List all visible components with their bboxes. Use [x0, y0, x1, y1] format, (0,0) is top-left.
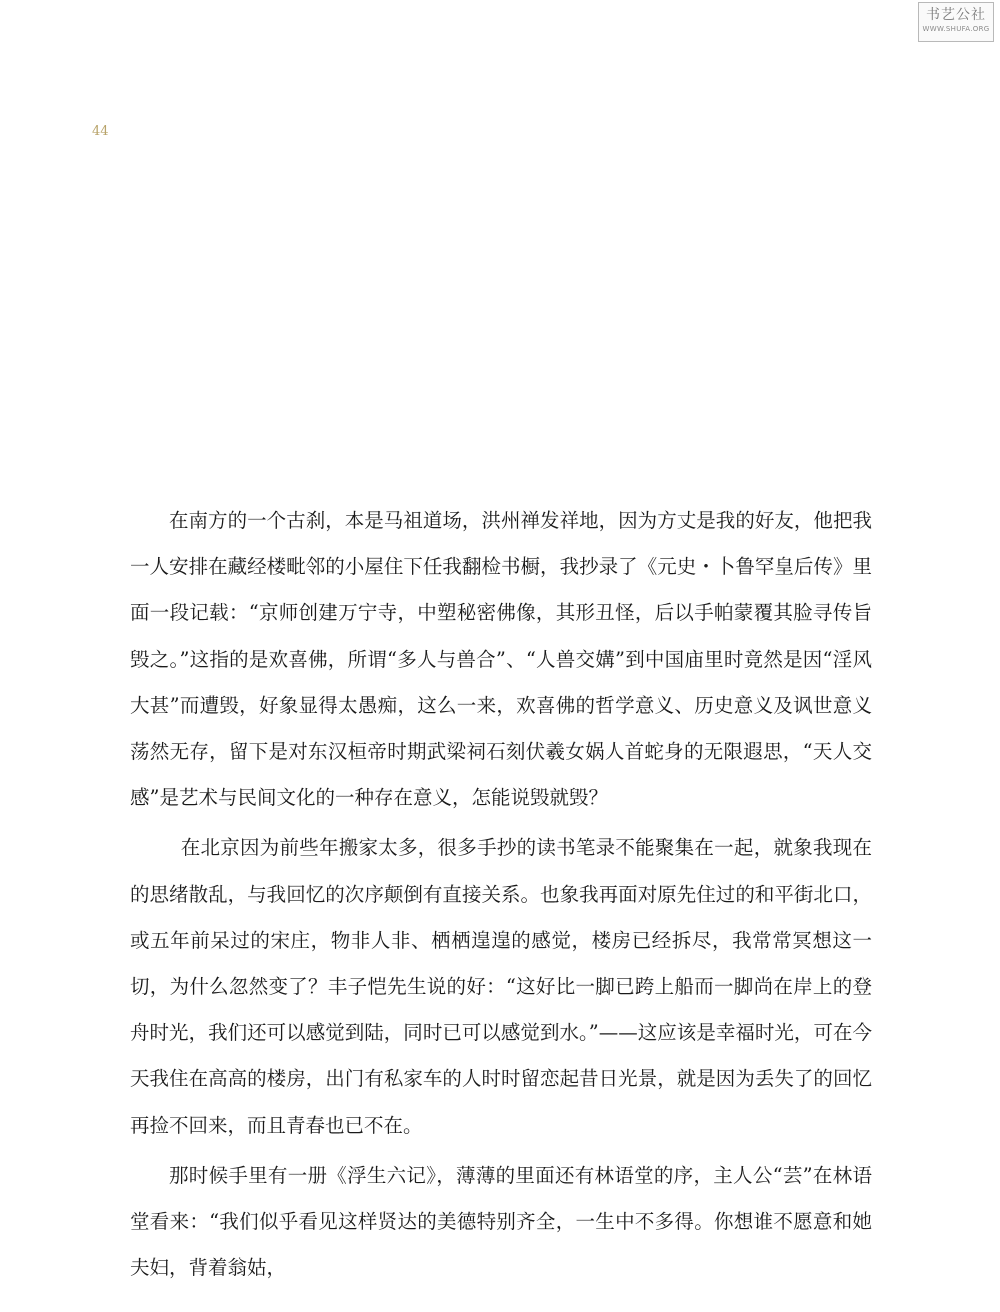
paragraph-2: 在北京因为前些年搬家太多，很多手抄的读书笔录不能聚集在一起，就象我现在的思绪散乱，与我回忆的次序颠倒有直接关系。也象我再面对原先住过的和平街北口，或五年前呆过的宋庄，物非人非、栖栖遑遑的感觉，楼房已经拆尽，我常常冥想这一切，为什么忽然变了？丰子恺先生说的好：“这好比一脚已跨上船而一脚尚在岸上的登舟时光，我们还可以感觉到陆，同时已可以感觉到水。”——这应该是幸福时光，可在今天我住在高高的楼房，出门有私家车的人时时留恋起昔日光景，就是因为丢失了的回忆再捡不回来，而且青春也已不在。	[130, 836, 872, 1137]
watermark-logo: 书艺公社	[926, 7, 986, 23]
site-watermark	[918, 2, 994, 42]
page-number: 44	[92, 124, 109, 139]
paragraph-3: 那时候手里有一册《浮生六记》，薄薄的里面还有林语堂的序，主人公“芸”在林语堂看来：“我们似乎看见这样贤达的美德特别齐全，一生中不多得。你想谁不愿意和她夫妇，背着翁姑，	[130, 1163, 872, 1280]
watermark-url: WWW.SHUFA.ORG	[922, 25, 990, 33]
body-text	[130, 498, 872, 1291]
paragraph-1: 在南方的一个古刹，本是马祖道场，洪州禅发祥地，因为方丈是我的好友，他把我一人安排在藏经楼毗邻的小屋住下任我翻检书橱，我抄录了《元史・卜鲁罕皇后传》里面一段记载：“京师创建万宁寺，中塑秘密佛像，其形丑怪，后以手帕蒙覆其脸寻传旨毁之。”这指的是欢喜佛，所谓“多人与兽合”、“人兽交媾”到中国庙里时竟然是因“淫风大甚”而遭毁，好象显得太愚痴，这么一来，欢喜佛的哲学意义、历史意义及讽世意义荡然无存，留下是对东汉桓帝时期武梁祠石刻伏羲女娲人首蛇身的无限遐思，“天人交感”是艺术与民间文化的一种存在意义，怎能说毁就毁？	[130, 509, 872, 810]
